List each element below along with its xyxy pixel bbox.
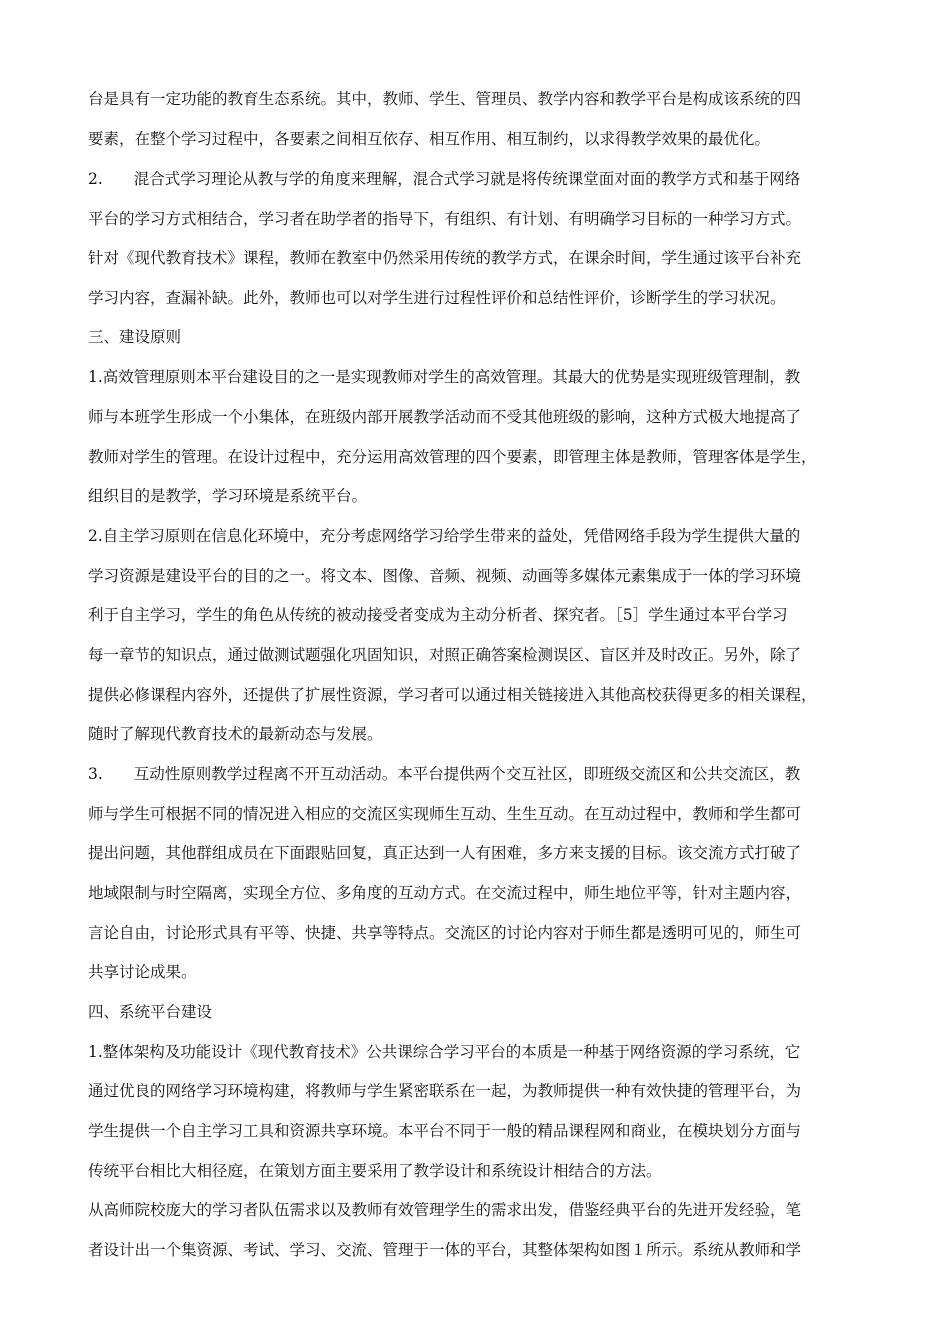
text-line: 共享讨论成果。 — [88, 963, 197, 981]
text-line: 针对《现代教育技术》课程，教师在教室中仍然采用传统的教学方式，在课余时间，学生通过该平台补充 — [88, 249, 802, 267]
text-line: 利于自主学习，学生的角色从传统的被动接受者变成为主动分析者、探究者。［5］学生通过本平台学习 — [88, 606, 788, 624]
text-line: 学习资源是建设平台的目的之一。将文本、图像、音频、视频、动画等多媒体元素集成于一体的学习环境 — [88, 567, 802, 585]
text-line: 1.整体架构及功能设计《现代教育技术》公共课综合学习平台的本质是一种基于网络资源的学习系统，它 — [88, 1043, 801, 1061]
text-line: 师与学生可根据不同的情况进入相应的交流区实现师生互动、生生互动。在互动过程中，教师和学生都可 — [88, 805, 802, 823]
text-line: 者设计出一个集资源、考试、学习、交流、管理于一体的平台，其整体架构如图１所示。系统从教师和学 — [88, 1241, 802, 1259]
text-line: 从高师院校庞大的学习者队伍需求以及教师有效管理学生的需求出发，借鉴经典平台的先进开发经验，笔 — [88, 1201, 802, 1219]
text-line: 地域限制与时空隔离，实现全方位、多角度的互动方式。在交流过程中，师生地位平等，针对主题内容， — [88, 884, 802, 902]
text-line: 学习内容，查漏补缺。此外，教师也可以对学生进行过程性评价和总结性评价，诊断学生的学习状况。 — [88, 289, 786, 307]
text-line: 要素，在整个学习过程中，各要素之间相互依存、相互作用、相互制约，以求得教学效果的最优化。 — [88, 130, 771, 148]
text-line: 组织目的是教学，学习环境是系统平台。 — [88, 487, 368, 505]
text-line: 通过优良的网络学习环境构建，将教师与学生紧密联系在一起，为教师提供一种有效快捷的管理平台，为 — [88, 1082, 802, 1100]
text-line: 言论自由，讨论形式具有平等、快捷、共享等特点。交流区的讨论内容对于师生都是透明可见的，师生可 — [88, 924, 802, 942]
text-line: 师与本班学生形成一个小集体，在班级内部开展教学活动而不受其他班级的影响，这种方式极大地提高了 — [88, 408, 802, 426]
section-heading: 三、建设原则 — [88, 328, 182, 346]
text-line: 学生提供一个自主学习工具和资源共享环境。本平台不同于一般的精品课程网和商业，在模块划分方面与 — [88, 1122, 802, 1140]
text-line: 每一章节的知识点，通过做测试题强化巩固知识，对照正确答案检测误区、盲区并及时改正。另外，除了 — [88, 646, 802, 664]
text-line: 教师对学生的管理。在设计过程中，充分运用高效管理的四个要素，即管理主体是教师，管理客体是学生， — [88, 448, 817, 466]
text-line: 提出问题，其他群组成员在下面跟贴回复，真正达到一人有困难，多方来支援的目标。该交流方式打破了 — [88, 844, 802, 862]
text-line: 1.高效管理原则本平台建设目的之一是实现教师对学生的高效管理。其最大的优势是实现班级管理制，教 — [88, 368, 801, 386]
text-line: 台是具有一定功能的教育生态系统。其中，教师、学生、管理员、教学内容和教学平台是构成该系统的四 — [88, 90, 802, 108]
text-line: 2. 混合式学习理论从教与学的角度来理解，混合式学习就是将传统课堂面对面的教学方式和基于网络 — [88, 170, 801, 188]
text-line: 随时了解现代教育技术的最新动态与发展。 — [88, 725, 383, 743]
text-line: 3. 互动性原则教学过程离不开互动活动。本平台提供两个交互社区，即班级交流区和公共交流区，教 — [88, 765, 801, 783]
text-line: 2.自主学习原则在信息化环境中，充分考虑网络学习给学生带来的益处，凭借网络手段为学生提供大量的 — [88, 527, 801, 545]
text-line: 提供必修课程内容外，还提供了扩展性资源，学习者可以通过相关链接进入其他高校获得更多的相关课程， — [88, 686, 817, 704]
text-line: 平台的学习方式相结合，学习者在助学者的指导下，有组织、有计划、有明确学习目标的一种学习方式。 — [88, 210, 802, 228]
text-line: 传统平台相比大相径庭，在策划方面主要采用了教学设计和系统设计相结合的方法。 — [88, 1162, 662, 1180]
section-heading: 四、系统平台建设 — [88, 1003, 213, 1021]
